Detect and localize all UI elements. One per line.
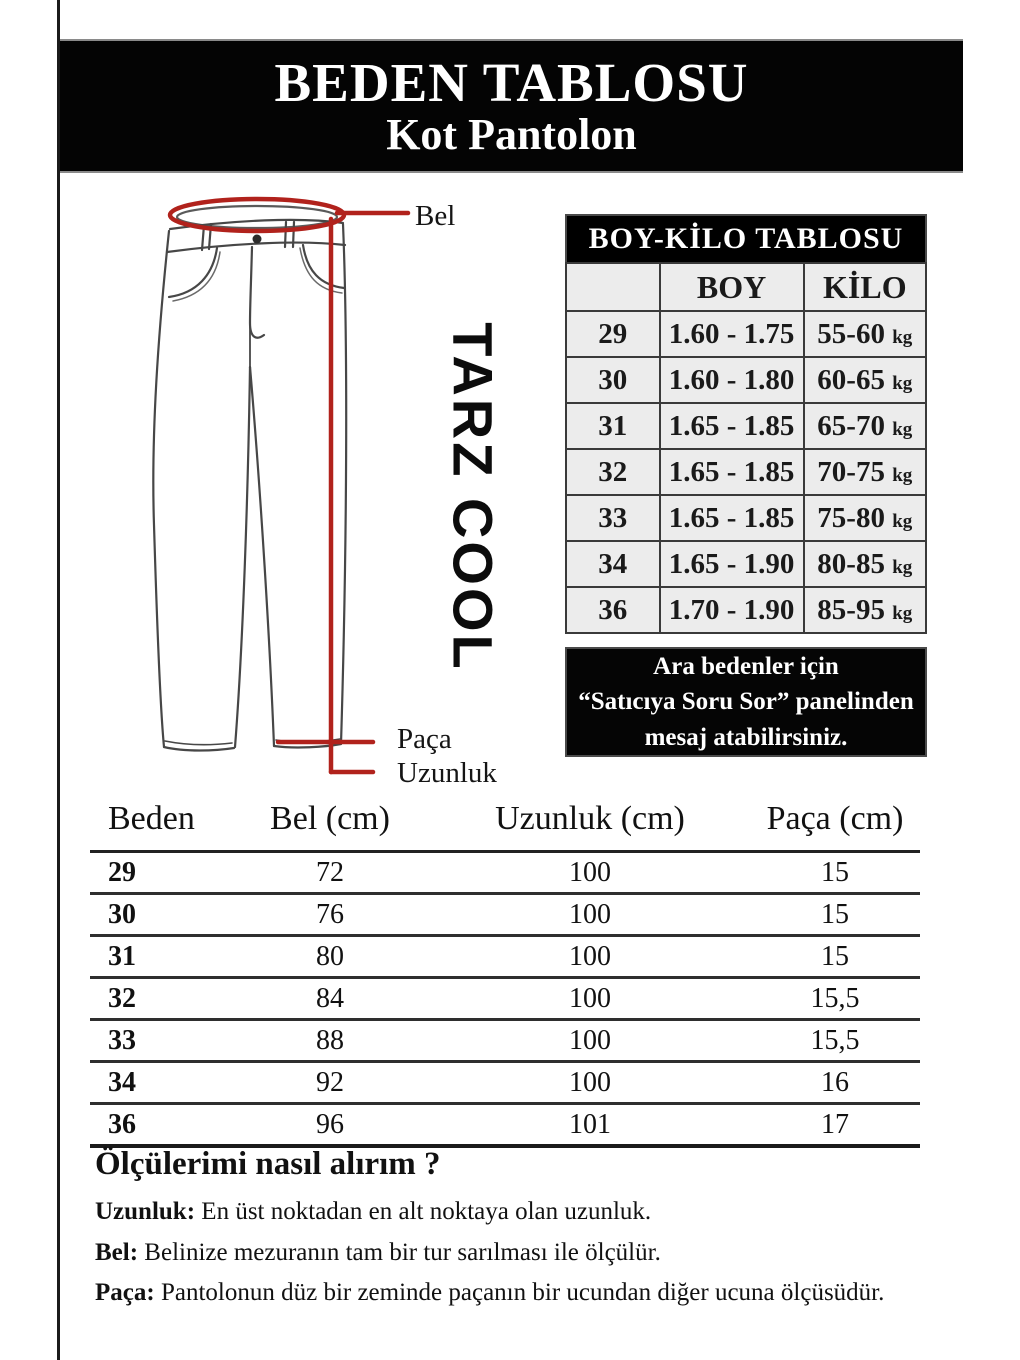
table-row [90,894,920,936]
how-to-heading: Ölçülerimi nasıl alırım ? [95,1146,441,1182]
page-title: BEDEN TABLOSU [274,52,749,114]
waist-label: Bel [415,200,456,232]
size-cell: 36 [566,587,660,633]
how-to-item: Uzunluk: En üst noktadan en alt noktaya olan uzunluk. [95,1198,652,1225]
spec-column-header: Uzunluk (cm) [430,800,750,852]
value-cell: 80 [230,936,430,978]
note-line: mesaj atabilirsiniz. [644,723,848,751]
how-to-term: Uzunluk: [95,1198,196,1225]
intermediate-sizes-note [565,647,927,757]
height-range-cell: 1.70 - 1.90 [660,587,804,633]
height-weight-header-row [566,263,926,311]
measurements-table [90,800,920,1148]
left-border-line [57,0,60,1360]
height-range-cell: 1.65 - 1.85 [660,495,804,541]
note-line: “Satıcıya Soru Sor” panelinden [578,688,914,716]
value-cell: 15 [750,852,920,894]
kg-unit: kg [892,326,913,348]
height-weight-table [565,214,927,634]
size-cell: 34 [90,1062,230,1104]
size-cell: 29 [566,311,660,357]
value-cell: 88 [230,1020,430,1062]
how-to-measure-section [95,1146,925,1319]
how-to-item: Bel: Belinize mezuranın tam bir tur sarılması ile ölçülür. [95,1238,661,1266]
value-cell: 100 [430,852,750,894]
height-range-cell: 1.60 - 1.75 [660,311,804,357]
table-row [90,936,920,978]
value-cell: 84 [230,978,430,1020]
weight-range-cell: 75-80 kg [804,495,926,541]
column-header-empty [566,263,660,311]
table-row [566,311,926,357]
value-cell: 76 [230,894,430,936]
table-row [566,449,926,495]
table-row [90,852,920,894]
length-label: Uzunluk [397,757,497,789]
size-cell: 34 [566,541,660,587]
size-cell: 32 [566,449,660,495]
kg-unit: kg [892,510,913,532]
kg-unit: kg [892,372,913,394]
kg-unit: kg [892,602,913,624]
spec-column-header: Paça (cm) [750,800,920,852]
value-cell: 100 [430,894,750,936]
size-cell: 30 [566,357,660,403]
size-cell: 30 [90,894,230,936]
value-cell: 17 [750,1104,920,1147]
how-to-item: Paça: Pantolonun düz bir zeminde paçanın bir ucundan diğer ucuna ölçüsüdür. [95,1279,885,1306]
value-cell: 15 [750,894,920,936]
table-row [566,403,926,449]
brand-vertical-text: TARZ COOL [441,322,505,672]
hem-label: Paça [397,723,452,755]
header-banner [60,39,963,173]
size-cell: 31 [90,936,230,978]
value-cell: 72 [230,852,430,894]
weight-range-cell: 65-70 kg [804,403,926,449]
value-cell: 100 [430,1062,750,1104]
size-cell: 36 [90,1104,230,1147]
value-cell: 15,5 [750,1020,920,1062]
value-cell: 100 [430,978,750,1020]
height-range-cell: 1.60 - 1.80 [660,357,804,403]
table-row [566,495,926,541]
size-cell: 31 [566,403,660,449]
height-range-cell: 1.65 - 1.85 [660,449,804,495]
table-row [566,541,926,587]
size-cell: 29 [90,852,230,894]
kg-unit: kg [892,556,913,578]
height-range-cell: 1.65 - 1.90 [660,541,804,587]
weight-range-cell: 85-95 kg [804,587,926,633]
page-subtitle: Kot Pantolon [386,109,637,159]
table-row [90,978,920,1020]
value-cell: 101 [430,1104,750,1147]
value-cell: 15,5 [750,978,920,1020]
size-cell: 33 [90,1020,230,1062]
height-weight-table-title: BOY-KİLO TABLOSU [565,214,927,262]
table-row [90,1104,920,1147]
value-cell: 15 [750,936,920,978]
value-cell: 96 [230,1104,430,1147]
spec-column-header: Beden [90,800,230,852]
table-row [90,1062,920,1104]
spec-column-header: Bel (cm) [230,800,430,852]
weight-range-cell: 80-85 kg [804,541,926,587]
weight-range-cell: 70-75 kg [804,449,926,495]
column-header-height: BOY [660,263,804,311]
how-to-term: Paça: [95,1279,155,1306]
height-weight-grid [565,262,927,634]
table-row [566,357,926,403]
column-header-weight: KİLO [804,263,926,311]
value-cell: 100 [430,936,750,978]
kg-unit: kg [892,418,913,440]
table-row [566,587,926,633]
height-range-cell: 1.65 - 1.85 [660,403,804,449]
value-cell: 92 [230,1062,430,1104]
waist-guide-ellipse [170,199,344,231]
size-cell: 33 [566,495,660,541]
weight-range-cell: 60-65 kg [804,357,926,403]
weight-range-cell: 55-60 kg [804,311,926,357]
kg-unit: kg [892,464,913,486]
size-cell: 32 [90,978,230,1020]
value-cell: 100 [430,1020,750,1062]
table-row [90,1020,920,1062]
note-line: Ara bedenler için [653,652,839,680]
jeans-sketch [153,206,346,751]
how-to-term: Bel: [95,1238,139,1266]
value-cell: 16 [750,1062,920,1104]
